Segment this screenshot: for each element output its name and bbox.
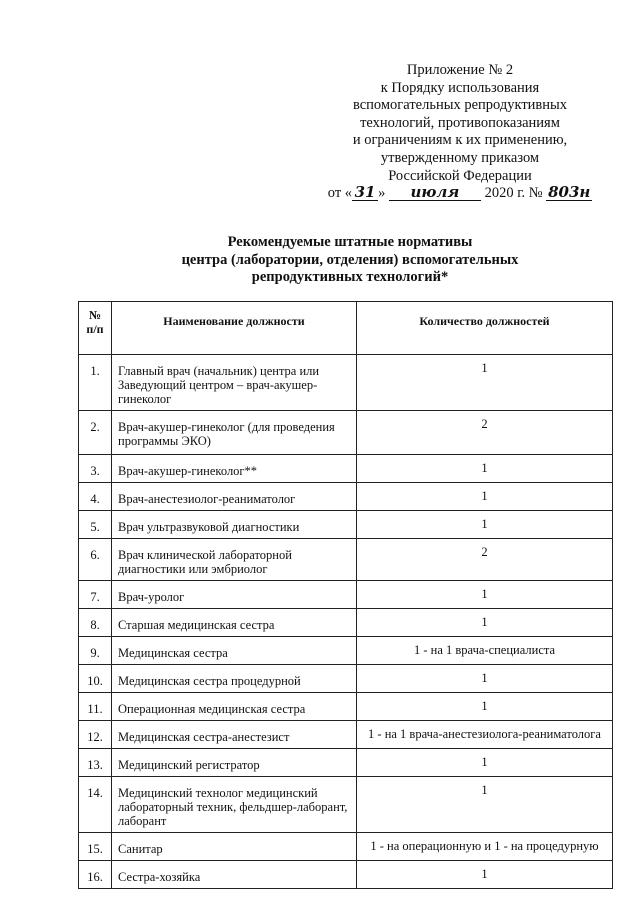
row-number: 9.	[79, 637, 112, 665]
position-name: Старшая медицинская сестра	[112, 609, 357, 637]
table-row	[79, 665, 613, 693]
table-row	[79, 511, 613, 539]
table-row	[79, 411, 613, 455]
table-row	[79, 581, 613, 609]
position-name: Главный врач (начальник) центра или Заведующий центром – врач-акушер-гинеколог	[112, 355, 357, 411]
table-row	[79, 355, 613, 411]
row-number: 2.	[79, 411, 112, 455]
header-position-count: Количество должностей	[357, 302, 613, 355]
row-number: 3.	[79, 455, 112, 483]
position-name: Медицинская сестра-анестезист	[112, 721, 357, 749]
position-count: 1	[357, 665, 613, 693]
position-count: 1	[357, 749, 613, 777]
position-name: Врач-анестезиолог-реаниматолог	[112, 483, 357, 511]
row-number: 5.	[79, 511, 112, 539]
row-number: 11.	[79, 693, 112, 721]
year-text: 2020 г. №	[484, 185, 543, 202]
appendix-header	[300, 62, 620, 203]
position-name: Врач ультразвуковой диагностики	[112, 511, 357, 539]
table-row	[79, 609, 613, 637]
header-position-name: Наименование должности	[112, 302, 357, 355]
appendix-line: Приложение № 2	[406, 62, 514, 78]
position-count: 1	[357, 581, 613, 609]
position-name: Врач-уролог	[112, 581, 357, 609]
position-count: 1 - на 1 врача-специалиста	[357, 637, 613, 665]
appendix-line: Российской Федерации	[388, 167, 532, 184]
title-line: репродуктивных технологий*	[251, 269, 449, 285]
table-row	[79, 749, 613, 777]
title-line: Рекомендуемые штатные нормативы	[227, 234, 473, 250]
row-number: 1.	[79, 355, 112, 411]
title-line: центра (лаборатории, отделения) вспомогательных	[181, 251, 519, 268]
position-name: Врач-акушер-гинеколог**	[112, 455, 357, 483]
position-count: 1 - на 1 врача-анестезиолога-реаниматолога	[357, 721, 613, 749]
position-count: 1	[357, 693, 613, 721]
position-count: 1	[357, 609, 613, 637]
position-count: 1	[357, 483, 613, 511]
table-row	[79, 693, 613, 721]
table-row	[79, 777, 613, 833]
appendix-line: и ограничениям к их применению,	[352, 132, 568, 149]
position-name: Операционная медицинская сестра	[112, 693, 357, 721]
row-number: 12.	[79, 721, 112, 749]
table-row	[79, 833, 613, 861]
row-number: 6.	[79, 539, 112, 581]
position-count: 1	[357, 355, 613, 411]
date-mid: »	[378, 185, 386, 202]
table-row	[79, 539, 613, 581]
position-count: 1	[357, 861, 613, 889]
position-name: Врач клинической лабораторной диагностики или эмбриолог	[112, 539, 357, 581]
position-count: 2	[357, 539, 613, 581]
staffing-table	[78, 301, 613, 889]
row-number: 16.	[79, 861, 112, 889]
table-header-row	[79, 302, 613, 355]
row-number: 14.	[79, 777, 112, 833]
table-row	[79, 861, 613, 889]
row-number: 10.	[79, 665, 112, 693]
table-row	[79, 455, 613, 483]
appendix-line: технологий, противопоказаниям	[360, 114, 560, 131]
header-num-line1: №	[88, 308, 102, 322]
position-count: 1	[357, 455, 613, 483]
handwritten-order-number: 803н	[548, 183, 591, 202]
appendix-line: вспомогательных репродуктивных	[352, 97, 568, 114]
document-title	[120, 234, 580, 287]
table-row	[79, 483, 613, 511]
appendix-line: утвержденному приказом	[380, 149, 540, 166]
position-count: 1	[357, 511, 613, 539]
position-count: 1	[357, 777, 613, 833]
header-num	[79, 302, 112, 355]
row-number: 13.	[79, 749, 112, 777]
position-count: 2	[357, 411, 613, 455]
position-name: Сестра-хозяйка	[112, 861, 357, 889]
date-prefix: от «	[327, 185, 353, 202]
row-number: 8.	[79, 609, 112, 637]
position-name: Врач-акушер-гинеколог (для проведения программы ЭКО)	[112, 411, 357, 455]
row-number: 4.	[79, 483, 112, 511]
row-number: 15.	[79, 833, 112, 861]
position-name: Санитар	[112, 833, 357, 861]
position-name: Медицинская сестра	[112, 637, 357, 665]
appendix-line: к Порядку использования	[380, 79, 540, 96]
handwritten-month: июля	[389, 185, 481, 201]
table-row	[79, 721, 613, 749]
position-name: Медицинский регистратор	[112, 749, 357, 777]
position-name: Медицинский технолог медицинский лабораторный техник, фельдшер-лаборант, лаборант	[112, 777, 357, 833]
row-number: 7.	[79, 581, 112, 609]
position-count: 1 - на операционную и 1 - на процедурную	[357, 833, 613, 861]
position-name: Медицинская сестра процедурной	[112, 665, 357, 693]
handwritten-day: 31	[352, 185, 378, 201]
table-row	[79, 637, 613, 665]
order-date-line	[300, 185, 620, 203]
header-num-line2: п/п	[86, 322, 104, 336]
